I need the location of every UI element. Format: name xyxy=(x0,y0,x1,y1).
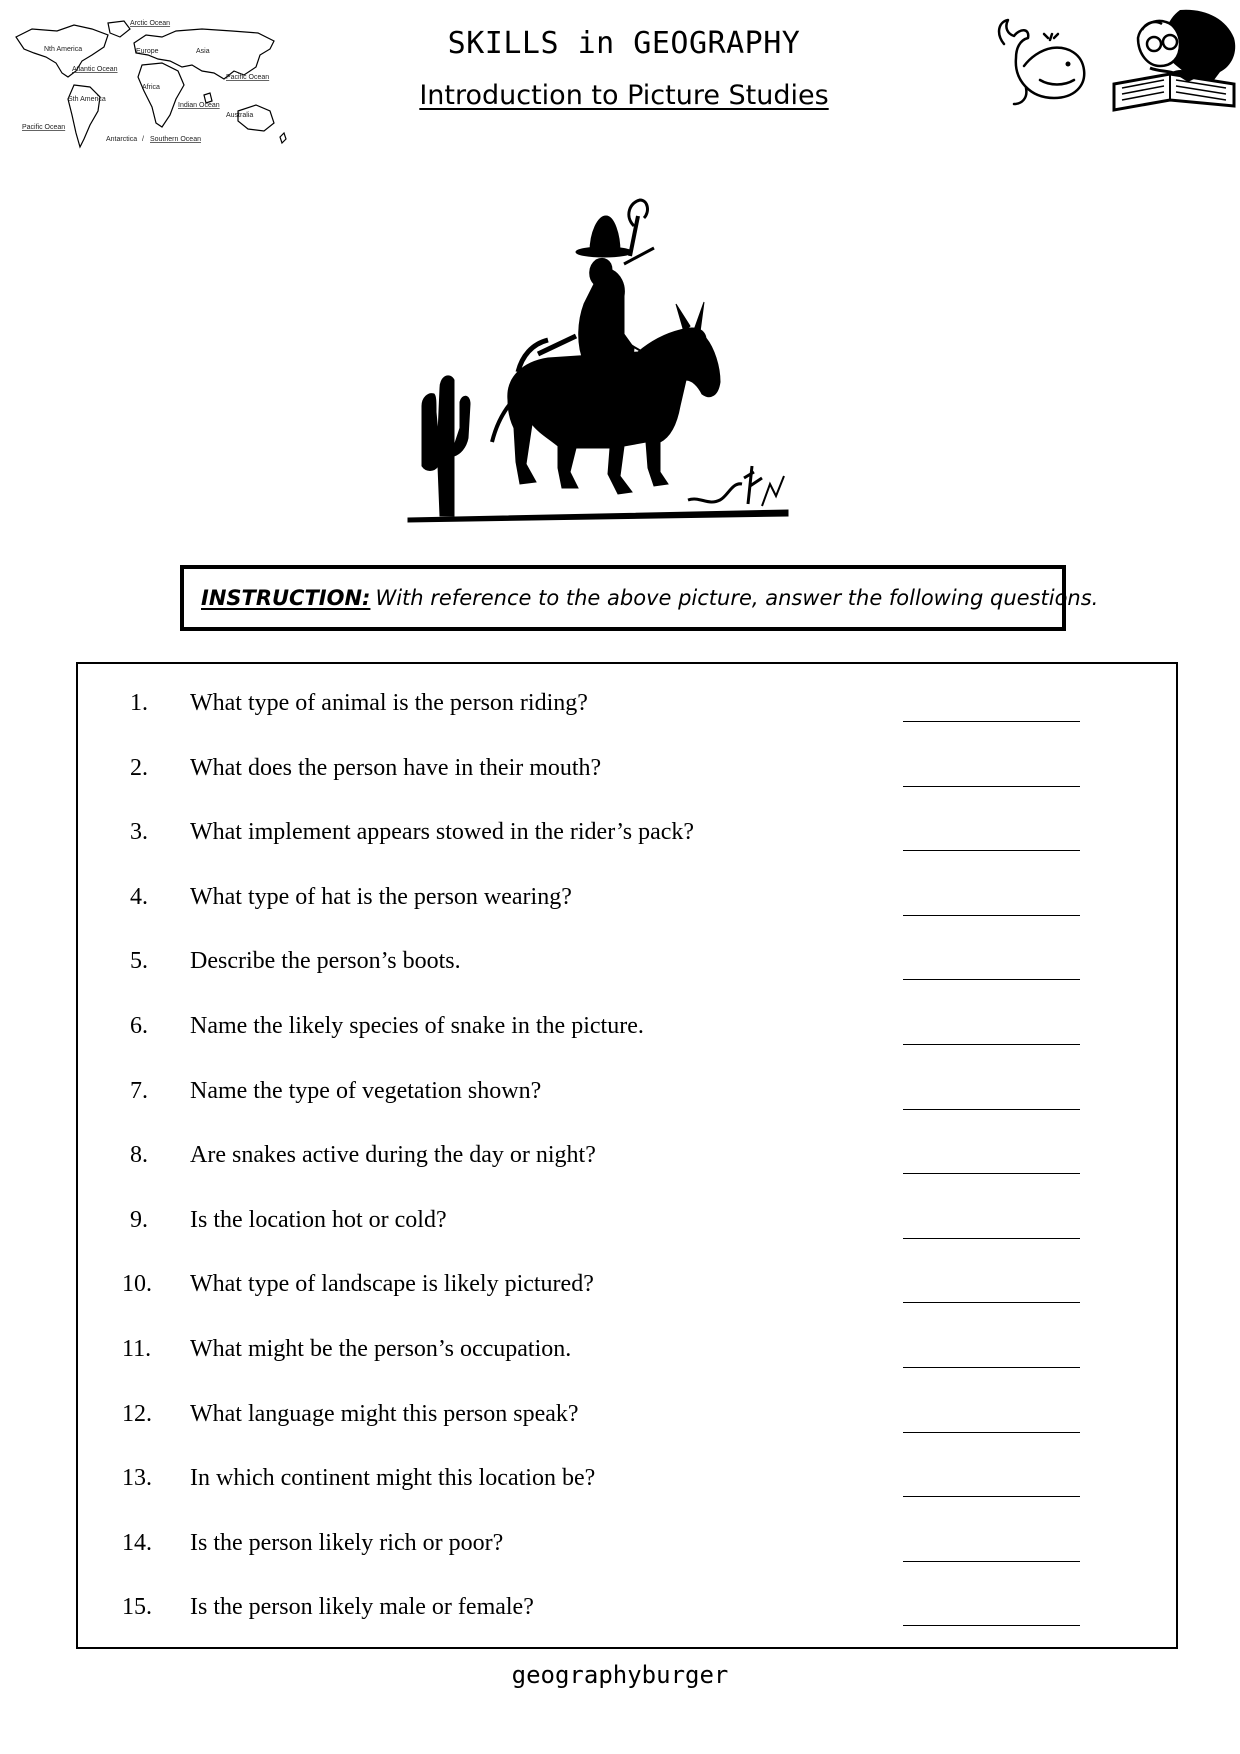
question-number: 7. xyxy=(130,1077,148,1104)
question-number: 12. xyxy=(122,1400,152,1427)
answer-line[interactable] xyxy=(903,1302,1080,1303)
map-label-pacific-right: Pacific Ocean xyxy=(226,74,270,81)
question-row xyxy=(78,1201,1176,1241)
question-row xyxy=(78,1330,1176,1370)
answer-line[interactable] xyxy=(903,1367,1080,1368)
answer-line[interactable] xyxy=(903,1625,1080,1626)
page-subtitle: Introduction to Picture Studies xyxy=(419,80,829,111)
whale-icon xyxy=(990,14,1090,110)
answer-line[interactable] xyxy=(903,1109,1080,1110)
question-row xyxy=(78,1007,1176,1047)
answer-line[interactable] xyxy=(903,979,1080,980)
answer-line[interactable] xyxy=(903,786,1080,787)
reading-man-icon xyxy=(1110,8,1238,114)
question-row xyxy=(78,1395,1176,1435)
question-text: What does the person have in their mouth? xyxy=(190,754,602,781)
question-number: 2. xyxy=(130,754,148,781)
map-label-antarctica: Antarctica xyxy=(106,136,138,143)
map-label-south-america: Sth America xyxy=(68,96,106,103)
question-row xyxy=(78,878,1176,918)
question-text: What type of landscape is likely pictured? xyxy=(190,1271,594,1298)
answer-line[interactable] xyxy=(903,721,1080,722)
answer-line[interactable] xyxy=(903,1238,1080,1239)
question-text: In which continent might this location be? xyxy=(190,1465,596,1492)
question-number: 13. xyxy=(122,1465,152,1492)
map-label-asia: Asia xyxy=(196,48,210,55)
question-text: What might be the person’s occupation. xyxy=(190,1336,572,1362)
question-row xyxy=(78,1072,1176,1112)
map-label-arctic: Arctic Ocean xyxy=(130,20,171,27)
question-text: Name the type of vegetation shown? xyxy=(190,1077,542,1104)
question-row xyxy=(78,1459,1176,1499)
question-text: What language might this person speak? xyxy=(190,1400,579,1427)
questions-box xyxy=(76,662,1178,1649)
question-number: 10. xyxy=(122,1271,152,1298)
answer-line[interactable] xyxy=(903,1432,1080,1433)
question-number: 1. xyxy=(130,690,148,716)
question-text: What type of hat is the person wearing? xyxy=(190,883,572,910)
map-label-africa: Africa xyxy=(142,84,160,91)
question-number: 6. xyxy=(130,1013,148,1039)
question-text: What implement appears stowed in the rider’s pack? xyxy=(190,819,695,846)
question-row xyxy=(78,749,1176,789)
question-text: What type of animal is the person riding? xyxy=(190,690,588,716)
question-row xyxy=(78,1524,1176,1564)
world-map-icon xyxy=(12,15,312,165)
question-number: 15. xyxy=(122,1594,152,1621)
map-label-southern: Southern Ocean xyxy=(150,136,201,143)
question-number: 14. xyxy=(122,1529,152,1556)
map-label-indian: Indian Ocean xyxy=(178,102,220,109)
question-text: Is the person likely rich or poor? xyxy=(190,1529,504,1556)
rider-on-donkey-silhouette xyxy=(398,166,798,528)
question-text: Is the person likely male or female? xyxy=(190,1594,534,1621)
map-label-separator: / xyxy=(142,136,144,143)
question-number: 4. xyxy=(130,883,148,910)
page-title: SKILLS in GEOGRAPHY xyxy=(447,26,801,61)
question-text: Name the likely species of snake in the picture. xyxy=(190,1013,644,1039)
question-text: Are snakes active during the day or night? xyxy=(190,1142,596,1169)
answer-line[interactable] xyxy=(903,1496,1080,1497)
answer-line[interactable] xyxy=(903,1173,1080,1174)
question-number: 5. xyxy=(130,948,148,975)
map-label-atlantic: Atlantic Ocean xyxy=(72,66,118,73)
footer-brand: geographyburger xyxy=(511,1661,729,1689)
map-label-australia: Australia xyxy=(226,112,254,119)
question-number: 3. xyxy=(130,819,148,846)
answer-line[interactable] xyxy=(903,915,1080,916)
map-label-pacific-left: Pacific Ocean xyxy=(22,124,66,131)
answer-line[interactable] xyxy=(903,850,1080,851)
question-number: 11. xyxy=(122,1336,152,1362)
question-row xyxy=(78,684,1176,724)
instruction-text: With reference to the above picture, answer the following questions. xyxy=(375,586,1099,610)
question-text: Describe the person’s boots. xyxy=(190,948,461,975)
map-label-north-america: Nth America xyxy=(44,46,83,53)
instruction-lead: INSTRUCTION: xyxy=(201,586,371,610)
question-text: Is the location hot or cold? xyxy=(190,1206,447,1233)
question-row xyxy=(78,1136,1176,1176)
answer-line[interactable] xyxy=(903,1044,1080,1045)
question-number: 8. xyxy=(130,1142,148,1169)
question-row xyxy=(78,1265,1176,1305)
question-row xyxy=(78,813,1176,853)
question-row xyxy=(78,1588,1176,1628)
question-row xyxy=(78,942,1176,982)
answer-line[interactable] xyxy=(903,1561,1080,1562)
map-label-europe: Europe xyxy=(136,48,159,55)
instruction-box xyxy=(180,565,1099,631)
question-number: 9. xyxy=(130,1206,148,1233)
